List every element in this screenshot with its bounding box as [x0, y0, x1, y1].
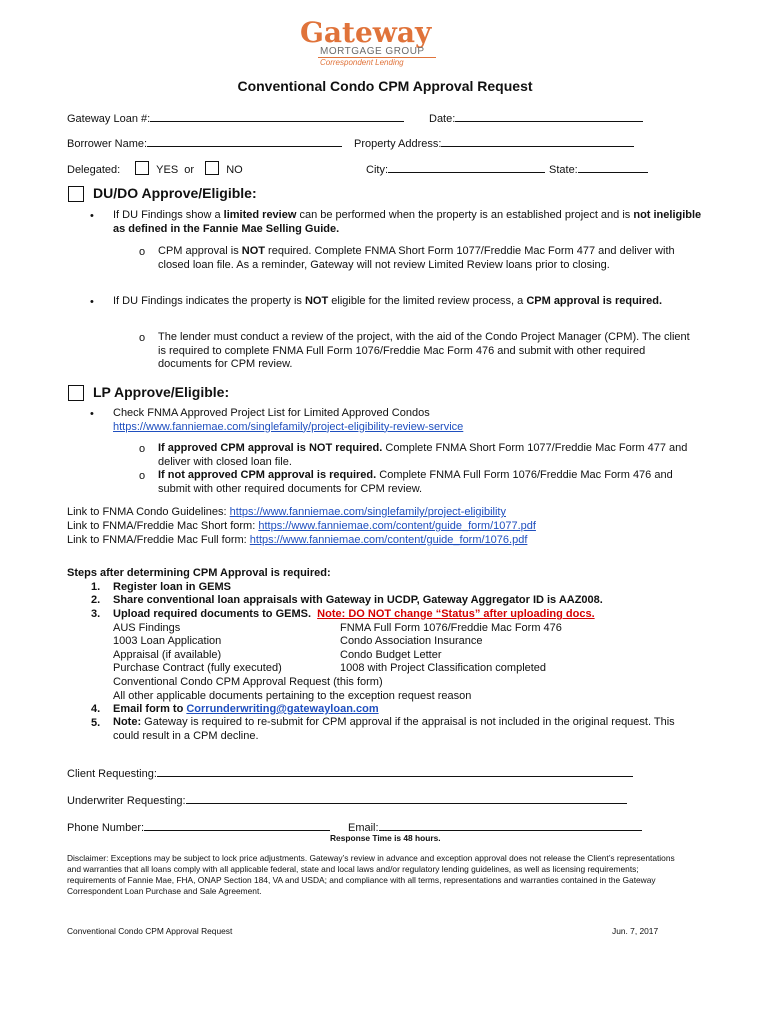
gateway-loan-line[interactable]: [150, 110, 404, 122]
step-5-text: Gateway is required to re-submit for CPM approval if the appraisal is not included in the original request. This could result in a CPM decline.: [113, 716, 675, 742]
doc-full: All other applicable documents pertaining to the exception request reason: [113, 690, 472, 702]
step-number: 4.: [91, 703, 101, 715]
du-b1-text: If DU Findings show a: [113, 209, 224, 221]
du-bullet-1: [113, 209, 703, 236]
step-2: Share conventional loan appraisals with Gateway in UCDP, Gateway Aggregator ID is AAZ008.: [113, 594, 603, 606]
du-b2-bold2: CPM approval is required.: [526, 295, 663, 307]
sub-mark: o: [139, 332, 146, 344]
footer-title: Conventional Condo CPM Approval Request: [67, 926, 233, 936]
borrower-name-line[interactable]: [147, 135, 342, 147]
full-form-row: [67, 533, 527, 547]
underwriting-email-link[interactable]: Corrunderwriting@gatewayloan.com: [186, 703, 379, 715]
du-b2-text: If DU Findings indicates the property is: [113, 295, 305, 307]
du-b1-bold: limited review: [223, 209, 297, 221]
gateway-logo: [300, 18, 445, 66]
underwriter-requesting-field[interactable]: [67, 792, 627, 808]
full-form-label: Link to FNMA/Freddie Mac Full form:: [67, 534, 250, 546]
sub-mark: o: [139, 443, 146, 455]
du-do-checkbox[interactable]: [68, 186, 84, 202]
doc-left: AUS Findings: [113, 622, 181, 634]
state-field[interactable]: [549, 161, 648, 177]
lp-heading: LP Approve/Eligible:: [93, 384, 230, 400]
du-sub1-bold: NOT: [241, 245, 265, 257]
phone-number-label: Phone Number:: [67, 822, 145, 834]
short-form-link[interactable]: https://www.fanniemae.com/content/guide_form/1077.pdf: [258, 520, 536, 532]
sub-mark: o: [139, 470, 146, 482]
step-5: [113, 716, 703, 743]
du-bullet-2: [113, 295, 703, 309]
doc-right: FNMA Full Form 1076/Freddie Mac Form 476: [340, 622, 562, 634]
step-number: 1.: [91, 581, 101, 593]
city-field[interactable]: [366, 161, 545, 177]
step-4: [113, 702, 379, 716]
doc-right: Condo Budget Letter: [340, 649, 442, 661]
client-requesting-label: Client Requesting:: [67, 768, 157, 780]
underwriter-requesting-line[interactable]: [186, 792, 627, 804]
lp-b1-text: Check FNMA Approved Project List for Limited Approved Condos: [113, 407, 430, 419]
phone-number-field[interactable]: [67, 819, 330, 835]
doc-right: 1008 with Project Classification completed: [340, 662, 547, 674]
phone-number-line[interactable]: [144, 819, 330, 831]
logo-wordmark: Gateway: [300, 16, 432, 49]
step-1: Register loan in GEMS: [113, 581, 231, 593]
du-do-heading: DU/DO Approve/Eligible:: [93, 185, 257, 201]
gateway-loan-label: Gateway Loan #:: [67, 113, 151, 125]
city-line[interactable]: [388, 161, 545, 173]
disclaimer: Disclaimer: Exceptions may be subject to lock price adjustments. Gateway’s review in advance and exception approval does not release the Client’s representations and warranties that all loans comply with all applicable federal, state and local laws and/or regulatory lending guidelines, as well as licensing requirements; requirements of Fannie Mae, FHA, ONAP Section 184, VA and USDA; and compliance with all terms, representations and warranties contained in the Gateway Correspondent Loan Purchase and Sale Agreement.: [67, 853, 675, 896]
short-form-row: [67, 519, 536, 533]
lp-checkbox[interactable]: [68, 385, 84, 401]
steps-heading: Steps after determining CPM Approval is required:: [67, 567, 331, 579]
doc-left: Purchase Contract (fully executed): [113, 662, 282, 674]
email-line[interactable]: [379, 819, 642, 831]
bullet-mark: •: [90, 296, 94, 308]
du-sub-1: [158, 245, 698, 272]
state-label: State:: [549, 164, 578, 176]
page-title: Conventional Condo CPM Approval Request: [237, 78, 533, 94]
or-label: or: [184, 164, 195, 176]
du-b1-mid: can be performed when the property is an established project and is: [296, 209, 634, 221]
doc-left: Appraisal (if available): [113, 649, 222, 661]
city-label: City:: [366, 164, 388, 176]
project-eligibility-review-link[interactable]: https://www.fanniemae.com/singlefamily/project-eligibility-review-service: [113, 420, 464, 433]
lp-sub-1: [158, 442, 698, 469]
bullet-mark: •: [90, 210, 94, 222]
condo-guidelines-row: [67, 505, 506, 519]
sub-mark: o: [139, 246, 146, 258]
lp-sub-2: [158, 469, 698, 496]
yes-checkbox[interactable]: [135, 161, 149, 175]
yes-label: YES: [156, 164, 179, 176]
delegated-label: Delegated:: [67, 164, 121, 176]
du-b2-mid: eligible for the limited review process, a: [328, 295, 527, 307]
du-sub1-post: required. Complete FNMA Short Form 1077/Freddie Mac Form 477 and deliver with closed loan file. As a reminder, Gateway will not review Limited Review loans prior to closing.: [158, 245, 675, 271]
client-requesting-line[interactable]: [157, 765, 633, 777]
du-b1-bold2: not ineligible as defined in the Fannie Mae Selling Guide.: [113, 209, 702, 235]
state-line[interactable]: [578, 161, 648, 173]
short-form-label: Link to FNMA/Freddie Mac Short form:: [67, 520, 259, 532]
lp-sub2-bold: If not approved CPM approval is required.: [158, 469, 377, 481]
full-form-link[interactable]: https://www.fanniemae.com/content/guide_form/1076.pdf: [249, 534, 528, 546]
property-address-label: Property Address:: [354, 138, 442, 150]
lp-sub2-post: Complete FNMA Full Form 1076/Freddie Mac Form 476 and submit with other required documents for CPM review.: [158, 469, 673, 495]
logo-tagline: Correspondent Lending: [320, 58, 404, 67]
doc-left: 1003 Loan Application: [113, 635, 222, 647]
step-number: 3.: [91, 608, 101, 620]
du-b2-bold: NOT: [304, 295, 329, 307]
step-4-text: Email form to: [113, 703, 187, 715]
doc-right: Condo Association Insurance: [340, 635, 483, 647]
client-requesting-field[interactable]: [67, 765, 633, 781]
date-label: Date:: [429, 113, 456, 125]
delegated-field: [67, 161, 243, 177]
no-label: NO: [226, 164, 243, 176]
footer-date: Jun. 7, 2017: [612, 926, 659, 936]
step-3: [113, 607, 595, 621]
no-checkbox[interactable]: [205, 161, 219, 175]
condo-guidelines-link[interactable]: https://www.fanniemae.com/singlefamily/project-eligibility: [229, 506, 506, 518]
borrower-name-field[interactable]: [67, 135, 342, 151]
condo-guidelines-label: Link to FNMA Condo Guidelines:: [67, 506, 230, 518]
step-5-bold: Note:: [113, 716, 142, 728]
date-field[interactable]: [429, 110, 643, 126]
bullet-mark: •: [90, 408, 94, 420]
status-note: Note: DO NOT change “Status” after uploading docs.: [317, 608, 595, 620]
du-sub-2: The lender must conduct a review of the project, with the aid of the Condo Project Manager (CPM). The client is required to complete FNMA Full Form 1076/Freddie Mac Form 476 and submit with other required documents for CPM review.: [158, 331, 690, 371]
doc-full: Conventional Condo CPM Approval Request (this form): [113, 676, 383, 688]
lp-sub1-bold: If approved CPM approval is NOT required.: [158, 442, 383, 454]
response-time: Response Time is 48 hours.: [330, 833, 441, 843]
step-number: 5.: [91, 717, 101, 729]
underwriter-requesting-label: Underwriter Requesting:: [67, 795, 186, 807]
property-address-line[interactable]: [441, 135, 634, 147]
borrower-name-label: Borrower Name:: [67, 138, 148, 150]
lp-sub1-post: Complete FNMA Short Form 1077/Freddie Mac Form 477 and deliver with closed loan file.: [158, 442, 688, 468]
email-label: Email:: [348, 822, 379, 834]
logo-subtitle: MORTGAGE GROUP: [320, 46, 425, 57]
step-number: 2.: [91, 594, 101, 606]
du-sub1-text: CPM approval is: [158, 245, 242, 257]
step-3-text: Upload required documents to GEMS.: [113, 608, 312, 620]
lp-bullet-1: [113, 407, 703, 434]
date-line[interactable]: [455, 110, 643, 122]
gateway-loan-field[interactable]: [67, 110, 404, 126]
property-address-field[interactable]: [354, 135, 634, 151]
